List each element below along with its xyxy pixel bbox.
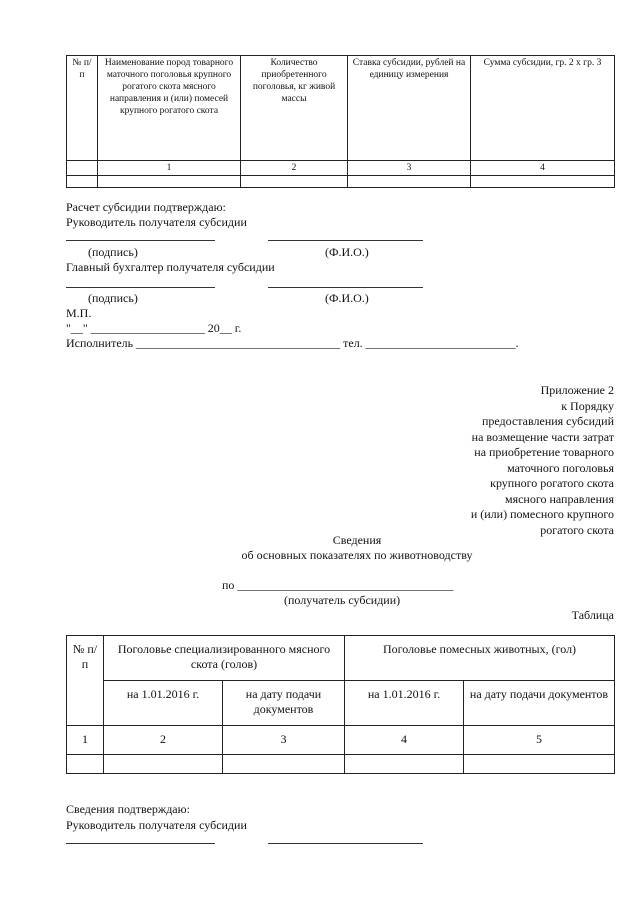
number-cell: 2 — [104, 726, 223, 755]
fio-caption: (Ф.И.О.) — [325, 245, 369, 259]
number-cell: 1 — [67, 726, 104, 755]
signature-line — [66, 240, 215, 241]
number-cell: 5 — [464, 726, 615, 755]
fio-line — [268, 287, 423, 288]
header-cell: № п/п — [67, 56, 98, 161]
header-cell: Ставка субсидии, рублей на единицу измерения — [348, 56, 471, 161]
recipient-caption: (получатель субсидии) — [284, 593, 401, 607]
fio-line — [268, 843, 423, 844]
head-label: Руководитель получателя субсидии — [66, 215, 247, 229]
appendix-line: маточного поголовья — [507, 460, 614, 475]
number-cell: 2 — [241, 161, 348, 176]
empty-cell — [471, 176, 615, 188]
empty-cell — [67, 176, 98, 188]
number-cell: 3 — [223, 726, 345, 755]
appendix-line: рогатого скота — [540, 522, 614, 537]
fio-caption: (Ф.И.О.) — [325, 291, 369, 305]
accountant-label: Главный бухгалтер получателя субсидии — [66, 260, 275, 274]
header-cell: Поголовье помесных животных, (гол) — [345, 636, 615, 681]
fio-line — [268, 240, 423, 241]
signature-caption: (подпись) — [88, 245, 138, 259]
subsidy-calculation-table — [66, 55, 615, 188]
recipient-line: по ____________________________________ — [222, 578, 454, 592]
stamp-label: М.П. — [66, 306, 92, 320]
appendix-line: мясного направления — [504, 491, 614, 506]
header-cell: на дату подачи документов — [223, 681, 345, 726]
header-cell: Наименование пород товарного маточного поголовья крупного рогатого скота мясного направления и (или) помесей крупного рогатого скота — [98, 56, 241, 161]
number-cell: 4 — [471, 161, 615, 176]
signature-line — [66, 843, 215, 844]
signature-caption: (подпись) — [88, 291, 138, 305]
date-line: "__" ___________________ 20__ г. — [66, 321, 242, 335]
confirm-label: Сведения подтверждаю: — [66, 802, 190, 816]
empty-cell — [345, 755, 464, 774]
empty-cell — [223, 755, 345, 774]
appendix-line: крупного рогатого скота — [490, 476, 614, 490]
document-title: Сведения — [332, 533, 382, 547]
header-cell: на 1.01.2016 г. — [104, 681, 223, 726]
appendix-line: и (или) помесного крупного — [470, 507, 614, 521]
header-cell: на 1.01.2016 г. — [345, 681, 464, 726]
appendix-line: предоставления субсидий — [481, 414, 614, 428]
appendix-block — [471, 383, 614, 538]
head-label: Руководитель получателя субсидии — [66, 818, 247, 832]
header-cell: Сумма субсидии, гр. 2 х гр. 3 — [471, 56, 615, 161]
empty-cell — [104, 755, 223, 774]
empty-cell — [241, 176, 348, 188]
appendix-line: на возмещение части затрат — [471, 429, 614, 444]
empty-cell — [98, 176, 241, 188]
number-cell: 4 — [345, 726, 464, 755]
appendix-line: Приложение 2 — [540, 383, 614, 397]
number-cell: 1 — [98, 161, 241, 176]
appendix-line: к Порядку — [561, 398, 614, 413]
signature-line — [66, 287, 215, 288]
appendix-line: на приобретение товарного — [474, 445, 614, 459]
number-cell — [67, 161, 98, 176]
empty-cell — [67, 755, 104, 774]
header-cell: Поголовье специализированного мясного скота (голов) — [104, 636, 345, 681]
header-cell: на дату подачи документов — [464, 681, 615, 726]
empty-cell — [464, 755, 615, 774]
executor-line: Исполнитель __________________________________ тел. _________________________. — [66, 336, 519, 350]
livestock-indicators-table — [66, 635, 615, 774]
header-cell: № п/п — [67, 636, 104, 726]
table-label: Таблица — [571, 608, 614, 622]
document-subtitle: об основных показателях по животноводству — [241, 548, 473, 562]
empty-cell — [348, 176, 471, 188]
confirm-label: Расчет субсидии подтверждаю: — [66, 200, 226, 214]
number-cell: 3 — [348, 161, 471, 176]
header-cell: Количество приобретенного поголовья, кг живой массы — [241, 56, 348, 161]
